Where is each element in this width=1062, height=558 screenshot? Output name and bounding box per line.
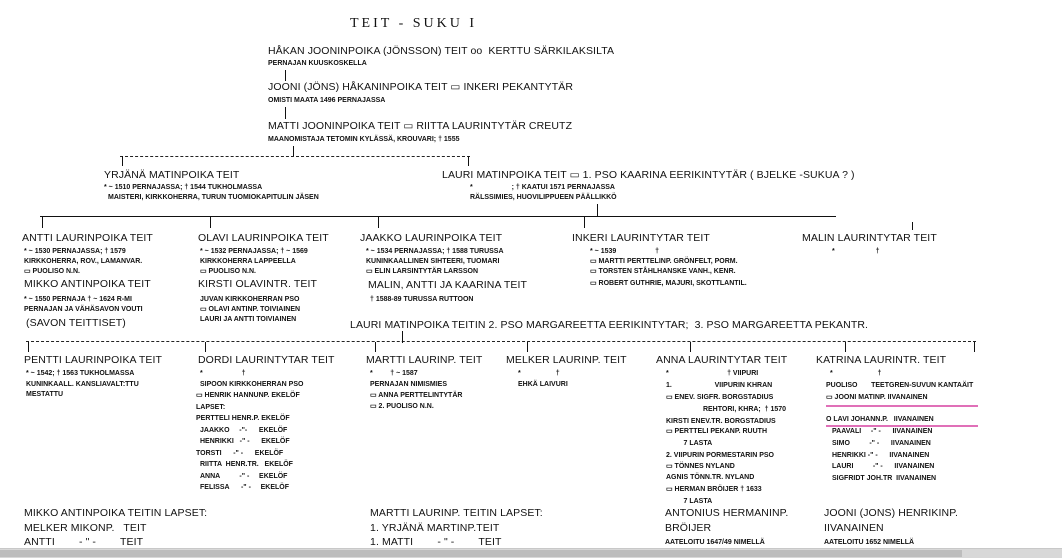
- child-detail: KUNINKAALLINEN SIHTEERI, TUOMARI: [366, 258, 500, 265]
- child-detail: ▭ ROBERT GUTHRIE, MAJURI, SKOTTLANTIL.: [590, 280, 747, 287]
- sibling-line: [120, 156, 470, 157]
- matti-riitta-couple: MATTI JOONINPOIKA TEIT ▭ RIITTA LAURINTYTÄR CREUTZ: [268, 120, 573, 132]
- connector-line: [912, 222, 913, 230]
- martti-child-1: 1. YRJÄNÄ MARTINP.TEIT: [370, 522, 500, 534]
- child-detail: O LAVI JOHANN.P. IIVANAINEN: [826, 416, 934, 423]
- hakan-kerttu-couple: HÅKAN JOONINPOIKA (JÖNSSON) TEIT oo KERTTU SÄRKILAKSILTA: [268, 45, 615, 57]
- child-detail: KIRKKOHERRA, ROV., LAMANVAR.: [24, 258, 143, 265]
- grandchild-detail: ▭ OLAVI ANTINP. TOIVIAINEN: [200, 306, 301, 313]
- antonius-note: AATELOITU 1647/49 NIMELLÄ: [665, 539, 765, 546]
- connector-line: [205, 342, 206, 352]
- child-detail: HENRIKKI -" - IIVANAINEN: [832, 452, 930, 459]
- child-detail: * ~ 1530 PERNAJASSA; † 1579: [24, 248, 126, 255]
- child-name: OLAVI LAURINPOIKA TEIT: [198, 232, 329, 244]
- yrjana-note-2: MAISTERI, KIRKKOHERRA, TURUN TUOMIOKAPITULIN JÄSEN: [108, 194, 319, 201]
- child-detail: SIPOON KIRKKOHERRAN PSO: [200, 381, 304, 388]
- child-name: ANNA LAURINTYTAR TEIT: [656, 354, 788, 366]
- child-name: MARTTI LAURINP. TEIT: [366, 354, 483, 366]
- child-name: INKERI LAURINTYTAR TEIT: [572, 232, 710, 244]
- child-detail: * ~ 1539 †: [590, 248, 660, 255]
- child-detail: 7 LASTA: [666, 440, 713, 447]
- connector-line: [42, 216, 43, 228]
- child-name: MALIN LAURINTYTAR TEIT: [802, 232, 937, 244]
- child-name: KATRINA LAURINTR. TEIT: [816, 354, 947, 366]
- grandchild-name: MALIN, ANTTI JA KAARINA TEIT: [368, 279, 527, 291]
- antonius-surname: BRÖIJER: [665, 522, 712, 534]
- child-detail: LAURI -" - IIVANAINEN: [832, 463, 935, 470]
- child-detail: MESTATTU: [26, 391, 64, 398]
- sibling-line: [26, 341, 976, 342]
- child-detail: ▭ PUOLISO N.N.: [24, 268, 81, 275]
- child-detail: * † VIIPURI: [666, 370, 759, 377]
- child-name: MELKER LAURINP. TEIT: [506, 354, 627, 366]
- mikko-children-heading: MIKKO ANTINPOIKA TEITIN LAPSET:: [24, 507, 208, 519]
- scrollbar-thumb[interactable]: [0, 550, 962, 557]
- highlight-underline: [826, 425, 978, 427]
- child-name: JAAKKO LAURINPOIKA TEIT: [360, 232, 503, 244]
- connector-line: [285, 70, 286, 81]
- child-detail: ▭ JOONI MATINP. IIVANAINEN: [826, 394, 928, 401]
- child-detail: ▭ HENRIK HANNUNP. EKELÖF: [196, 392, 300, 399]
- connector-line: [584, 216, 585, 228]
- jooni-henrikinp-note: AATELOITU 1652 NIMELLÄ: [824, 539, 915, 546]
- child-detail: 2. VIIPURIN PORMESTARIN PSO: [666, 452, 774, 459]
- highlight-underline: [826, 405, 978, 407]
- jooni-henrikinp-surname: IIVANAINEN: [824, 522, 884, 534]
- martti-children-heading: MARTTI LAURINP. TEITIN LAPSET:: [370, 507, 543, 519]
- child-name: PENTTI LAURINPOIKA TEIT: [24, 354, 163, 366]
- connector-line: [402, 331, 403, 343]
- second-marriage-heading: LAURI MATINPOIKA TEITIN 2. PSO MARGAREETTA EERIKINTYTAR; 3. PSO MARGAREETTA PEKANTR.: [350, 319, 869, 331]
- child-detail: ▭ ENEV. SIGFR. BORGSTADIUS: [666, 394, 774, 401]
- jooni-inkeri-couple: JOONI (JÖNS) HÅKANINPOIKA TEIT ▭ INKERI PEKANTYTÄR: [268, 81, 574, 93]
- mikko-child-2: ANTTI - " - TEIT: [24, 536, 144, 548]
- grandchild-detail: JUVAN KIRKKOHERRAN PSO: [200, 296, 300, 303]
- child-detail: JAAKKO -"- EKELÖF: [200, 427, 288, 434]
- child-detail: KUNINKAALL. KANSLIAVALT:TTU: [26, 381, 139, 388]
- child-detail: KIRKKOHERRA LAPPEELLA: [200, 258, 296, 265]
- child-detail: 1. VIIPURIN KHRAN: [666, 382, 773, 389]
- antonius-name: ANTONIUS HERMANINP.: [665, 507, 789, 519]
- connector-line: [28, 342, 29, 352]
- child-detail: FELISSA -" - EKELÖF: [200, 484, 290, 491]
- connector-line: [210, 216, 211, 228]
- child-detail: * † ~ 1587: [370, 370, 418, 377]
- child-detail: PERTTELI HENR.P. EKELÖF: [196, 415, 290, 422]
- yrjana-note-1: * ~ 1510 PERNAJASSA; † 1544 TUKHOLMASSA: [104, 184, 263, 191]
- child-detail: HENRIKKI -" - EKELÖF: [200, 438, 290, 445]
- child-detail: ▭ ELIN LARSINTYTÄR LARSSON: [366, 268, 479, 275]
- child-detail: * ~ 1534 PERNAJASSA; † 1588 TURUSSA: [366, 248, 504, 255]
- sibling-line: [40, 216, 836, 217]
- child-detail: ▭ PERTTELI PEKANP. RUUTH: [666, 428, 767, 435]
- child-detail: ▭ TORSTEN STÅHLHANSKE VANH., KENR.: [590, 268, 736, 275]
- child-detail: 7 LASTA: [666, 498, 713, 505]
- connector-line: [690, 342, 691, 352]
- connector-line: [845, 342, 846, 352]
- child-detail: * †: [832, 248, 880, 255]
- matti-note: MAANOMISTAJA TETOMIN KYLÄSSÄ, KROUVARI; † 1555: [268, 136, 460, 143]
- connector-line: [527, 342, 528, 352]
- child-detail: ▭ ANNA PERTTELINTYTÄR: [370, 392, 463, 399]
- connector-line: [375, 342, 376, 352]
- lauri-note-1: * ; † KAATUI 1571 PERNAJASSA: [470, 184, 615, 191]
- child-detail: RIITTA HENR.TR. EKELÖF: [200, 461, 293, 468]
- connector-line: [378, 216, 379, 228]
- grandchild-detail: † 1588-89 TURUSSA RUTTOON: [370, 296, 474, 303]
- child-detail: PAAVALI -" - IIVANAINEN: [832, 428, 933, 435]
- martti-child-2: 1. MATTI - " - TEIT: [370, 536, 502, 548]
- child-detail: ▭ PUOLISO N.N.: [200, 268, 257, 275]
- grandchild-name: KIRSTI OLAVINTR. TEIT: [198, 278, 317, 290]
- child-detail: TORSTI -" - EKELÖF: [196, 450, 284, 457]
- child-detail: * ~ 1532 PERNAJASSA; † ~ 1569: [200, 248, 308, 255]
- child-detail: PUOLISO TEETGREN-SUVUN KANTAÄIT: [826, 382, 974, 389]
- mikko-child-1: MELKER MIKONP. TEIT: [24, 522, 147, 534]
- child-detail: SIMO -" - IIVANAINEN: [832, 440, 931, 447]
- jooni-henrikinp-name: JOONI (JONS) HENRIKINP.: [824, 507, 958, 519]
- child-detail: * ~ 1542; † 1563 TUKHOLMASSA: [26, 370, 135, 377]
- hakan-note: PERNAJAN KUUSKOSKELLA: [268, 60, 367, 67]
- child-detail: * †: [200, 370, 246, 377]
- child-detail: ▭ TÖNNES NYLAND: [666, 463, 735, 470]
- connector-line: [468, 156, 469, 166]
- child-name: DORDI LAURINTYTAR TEIT: [198, 354, 335, 366]
- connector-line: [285, 107, 286, 119]
- child-detail: PERNAJAN NIMISMIES: [370, 381, 448, 388]
- lauri-note-2: RÄLSSIMIES, HUOVILIPPUEEN PÄÄLLIKKÖ: [470, 194, 617, 201]
- yrjana-name: YRJÄNÄ MATINPOIKA TEIT: [104, 169, 240, 181]
- child-detail: * †: [830, 370, 882, 377]
- page-title: TEIT - SUKU I: [350, 16, 478, 31]
- child-detail: AGNIS TÖNN.TR. NYLAND: [666, 474, 755, 481]
- lauri-name: LAURI MATINPOIKA TEIT ▭ 1. PSO KAARINA EERIKINTYTÄR ( BJELKE -SUKUA ? ): [442, 169, 855, 181]
- child-detail: LAPSET:: [196, 404, 226, 411]
- child-detail: * †: [518, 370, 560, 377]
- child-name: ANTTI LAURINPOIKA TEIT: [22, 232, 153, 244]
- connector-line: [122, 156, 123, 166]
- child-detail: EHKÄ LAIVURI: [518, 381, 568, 388]
- connector-line: [974, 342, 975, 352]
- child-detail: ▭ HERMAN BRÖIJER † 1633: [666, 486, 762, 493]
- grandchild-detail: PERNAJAN JA VÄHÄSAVON VOUTI: [24, 306, 143, 313]
- connector-line: [293, 146, 294, 156]
- grandchild-detail: LAURI JA ANTTI TOIVIAINEN: [200, 316, 297, 323]
- child-detail: KIRSTI ENEV.TR. BORGSTADIUS: [666, 418, 776, 425]
- connector-line: [597, 204, 598, 216]
- child-detail: ▭ MARTTI PERTTELINP. GRÖNFELT, PORM.: [590, 258, 738, 265]
- jooni-note: OMISTI MAATA 1496 PERNAJASSA: [268, 97, 386, 104]
- grandchild-name: MIKKO ANTINPOIKA TEIT: [24, 278, 151, 290]
- child-detail: SIGFRIDT JOH.TR IIVANAINEN: [832, 475, 937, 482]
- child-detail: ▭ 2. PUOLISO N.N.: [370, 403, 434, 410]
- grandchild-tag: (SAVON TEITTISET): [26, 317, 126, 329]
- child-detail: ANNA -" - EKELÖF: [200, 473, 288, 480]
- grandchild-detail: * ~ 1550 PERNAJA † ~ 1624 R-MI: [24, 296, 132, 303]
- child-detail: REHTORI, KHRA; † 1570: [666, 406, 787, 413]
